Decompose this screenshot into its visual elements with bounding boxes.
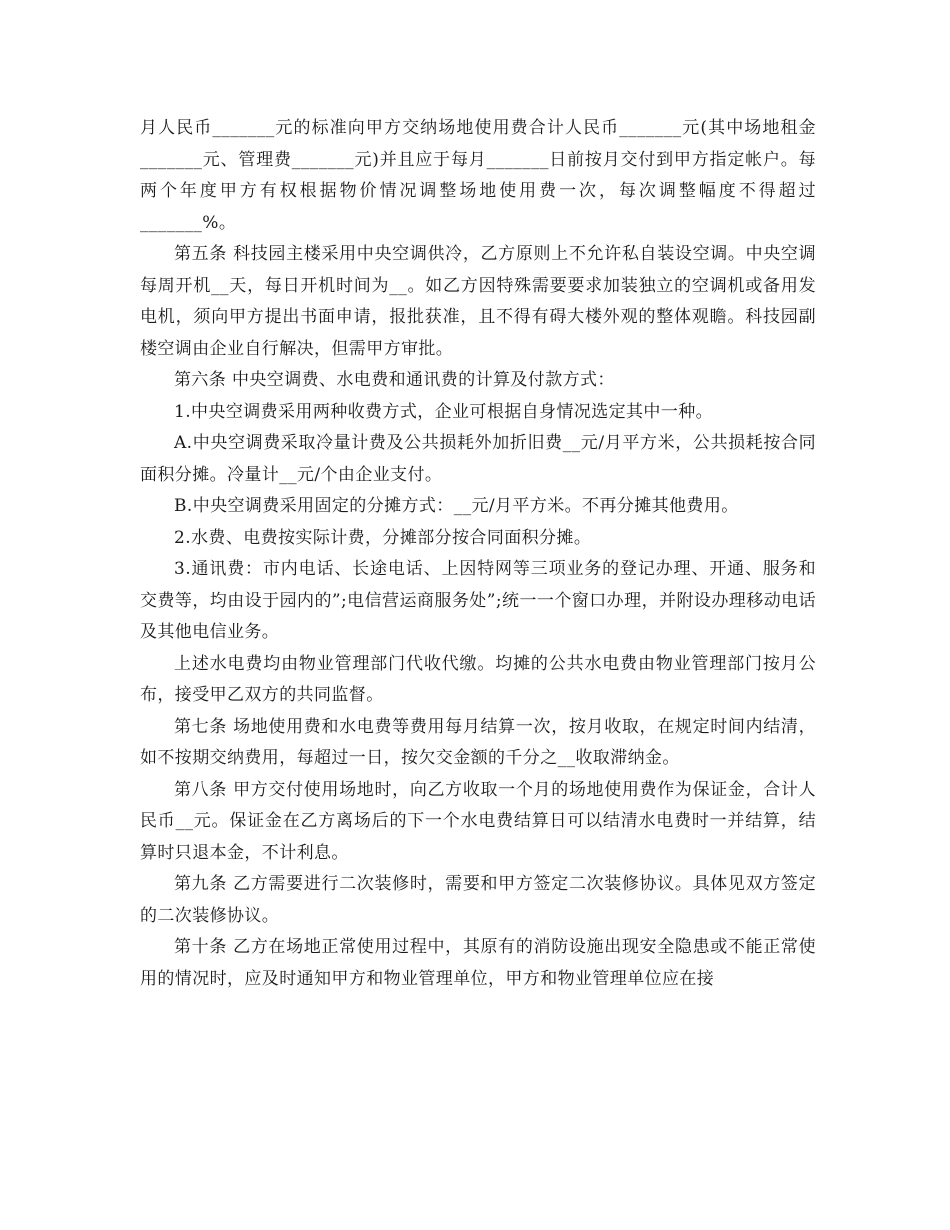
paragraph-article-6-item-3: 3.通讯费：市内电话、长途电话、上因特网等三项业务的登记办理、开通、服务和交费等，均由设于园内的”;电信营运商服务处”;统一一个窗口办理，并附设办理移动电话及其他电信业务。 bbox=[140, 559, 816, 642]
paragraph-article-7: 第七条 场地使用费和水电费等费用每月结算一次，按月收取，在规定时间内结清，如不按期交纳费用，每超过一日，按欠交金额的千分之__收取滞纳金。 bbox=[140, 716, 816, 768]
paragraph-article-6-item-1: 1.中央空调费采用两种收费方式，企业可根据自身情况选定其中一种。 bbox=[174, 401, 714, 422]
paragraph-article-9: 第九条 乙方需要进行二次装修时，需要和甲方签定二次装修协议。具体见双方签定的二次装修协议。 bbox=[140, 874, 816, 926]
paragraph-article-5: 第五条 科技园主楼采用中央空调供冷，乙方原则上不允许私自装设空调。中央空调每周开机__天，每日开机时间为__。如乙方因特殊需要要求加装独立的空调机或备用发电机，须向甲方提出书面申请，报批获准，且不得有碍大楼外观的整体观瞻。科技园副楼空调由企业自行解决，但需甲方审批。 bbox=[140, 244, 816, 359]
paragraph-article-6: 第六条 中央空调费、水电费和通讯费的计算及付款方式： bbox=[174, 370, 615, 390]
paragraph-article-6-item-b: B.中央空调费采用固定的分摊方式：__元/月平方米。不再分摊其他费用。 bbox=[174, 496, 739, 516]
paragraph-article-6-item-a: A.中央空调费采取冷量计费及公共损耗外加折旧费__元/月平方米，公共损耗按合同面积分摊。冷量计__元/个由企业支付。 bbox=[140, 433, 816, 485]
paragraph-article-8: 第八条 甲方交付使用场地时，向乙方收取一个月的场地使用费作为保证金，合计人民币__元。保证金在乙方离场后的下一个水电费结算日可以结清水电费时一并结算，结算时只退本金，不计利息。 bbox=[140, 779, 816, 863]
paragraph-utility-collection: 上述水电费均由物业管理部门代收代缴。均摊的公共水电费由物业管理部门按月公布，接受甲乙双方的共同监督。 bbox=[140, 653, 816, 705]
paragraph-article-10: 第十条 乙方在场地正常使用过程中，其原有的消防设施出现安全隐患或不能正常使用的情况时，应及时通知甲方和物业管理单位，甲方和物业管理单位应在接 bbox=[140, 937, 816, 989]
document-page bbox=[140, 113, 816, 995]
paragraph-rent-payment: 月人民币_______元的标准向甲方交纳场地使用费合计人民币_______元(其中场地租金_______元、管理费_______元)并且应于每月_______日前按月交付到甲方指定帐户。每两个年度甲方有权根据物价情况调整场地使用费一次，每次调整幅度不得超过_______%。 bbox=[140, 118, 816, 233]
paragraph-article-6-item-2: 2.水费、电费按实际计费，分摊部分按合同面积分摊。 bbox=[174, 527, 592, 548]
